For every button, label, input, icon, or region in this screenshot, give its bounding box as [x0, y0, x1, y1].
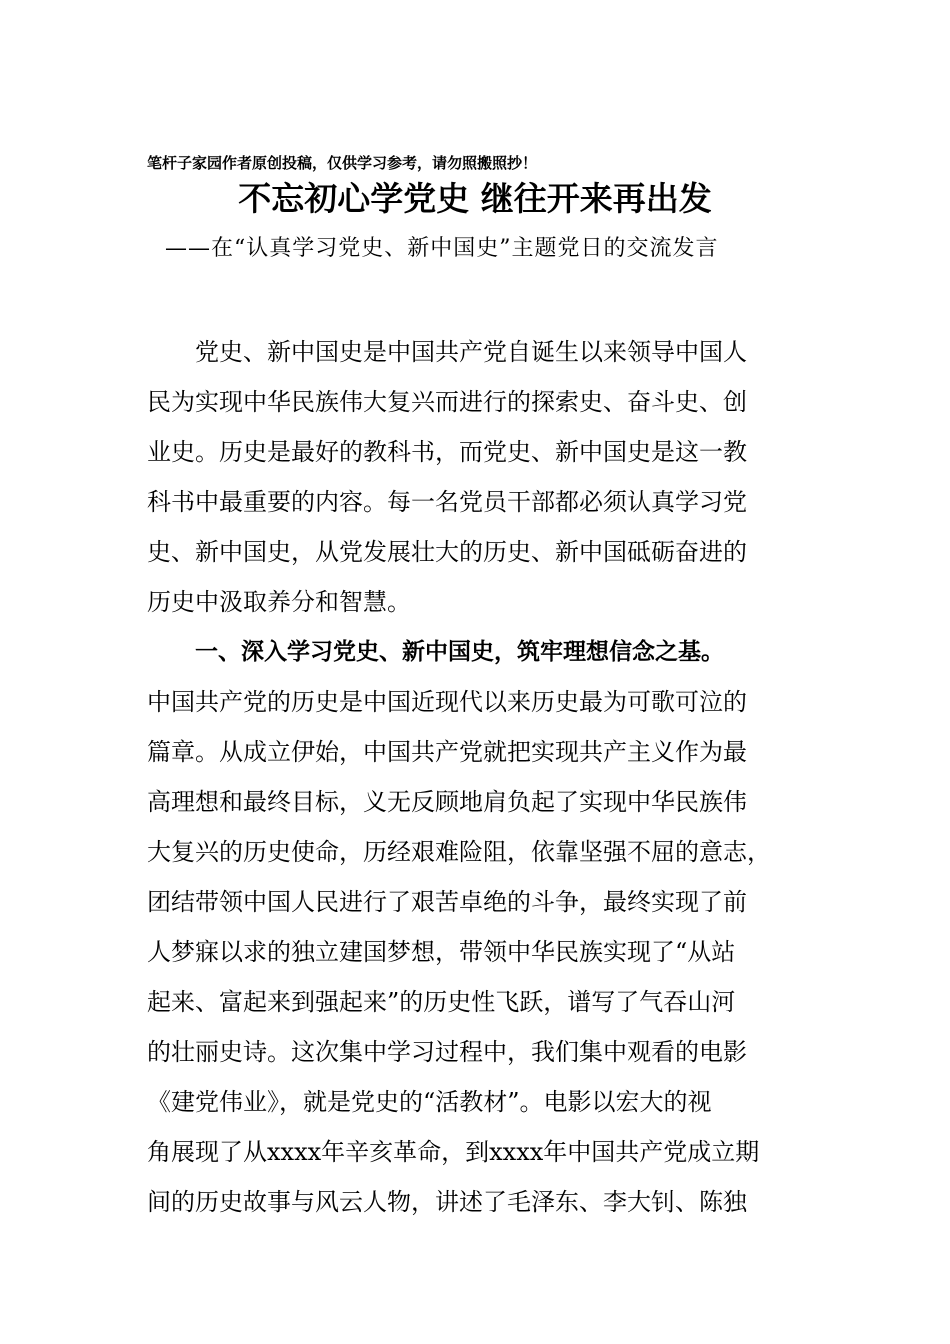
copyright-notice: 笔杆子家园作者原创投稿，仅供学习参考，请勿照搬照抄！ — [147, 154, 538, 172]
paragraph-line: 大复兴的历史使命，历经艰难险阻，依靠坚强不屈的意志， — [147, 838, 771, 866]
paragraph-line: 角展现了从xxxx年辛亥革命，到xxxx年中国共产党成立期 — [147, 1138, 760, 1166]
paragraph-line: 科书中最重要的内容。每一名党员干部都必须认真学习党 — [147, 488, 747, 516]
paragraph-line: 人梦寐以求的独立建国梦想，带领中华民族实现了“从站 — [147, 938, 736, 966]
paragraph-line: 的壮丽史诗。这次集中学习过程中，我们集中观看的电影 — [147, 1038, 747, 1066]
paragraph-line: 间的历史故事与风云人物，讲述了毛泽东、李大钊、陈独 — [147, 1188, 747, 1216]
document-subtitle: ——在“认真学习党史、新中国史”主题党日的交流发言 — [165, 236, 719, 261]
paragraph-line: 团结带领中国人民进行了艰苦卓绝的斗争，最终实现了前 — [147, 888, 747, 916]
paragraph-line: 业史。历史是最好的教科书，而党史、新中国史是这一教 — [147, 438, 747, 466]
paragraph-line: 起来、富起来到强起来”的历史性飞跃，谱写了气吞山河 — [147, 988, 736, 1016]
paragraph-line: 史、新中国史，从党发展壮大的历史、新中国砥砺奋进的 — [147, 538, 747, 566]
paragraph-line: 《建党伟业》，就是党史的“活教材”。电影以宏大的视 — [147, 1088, 712, 1116]
body-text — [147, 327, 805, 1227]
paragraph-line: 民为实现中华民族伟大复兴而进行的探索史、奋斗史、创 — [147, 388, 747, 416]
paragraph-line: 党史、新中国史是中国共产党自诞生以来领导中国人 — [195, 338, 747, 366]
paragraph-line: 高理想和最终目标，义无反顾地肩负起了实现中华民族伟 — [147, 788, 747, 816]
paragraph-line: 中国共产党的历史是中国近现代以来历史最为可歌可泣的 — [147, 688, 747, 716]
document-title: 不忘初心学党史 继往开来再出发 — [238, 179, 712, 218]
section-heading: 一、深入学习党史、新中国史，筑牢理想信念之基。 — [195, 639, 724, 665]
paragraph-line: 篇章。从成立伊始，中国共产党就把实现共产主义作为最 — [147, 738, 747, 766]
paragraph-line: 历史中汲取养分和智慧。 — [147, 588, 411, 616]
